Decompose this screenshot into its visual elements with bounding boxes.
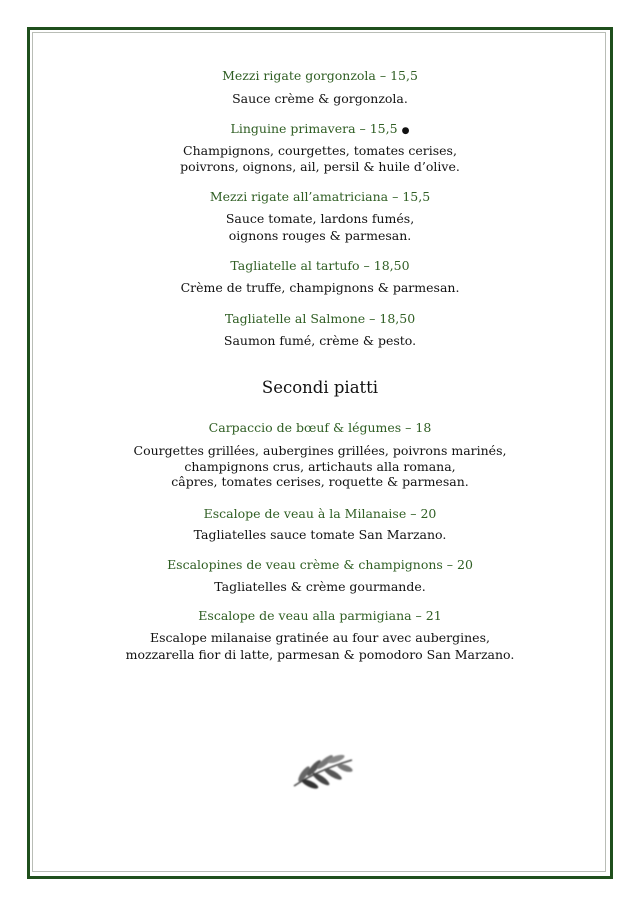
dish-description: champignons crus, artichauts alla romana,: [184, 459, 456, 474]
dish-description: Sauce tomate, lardons fumés,: [225, 211, 415, 226]
section-heading: Secondi piatti: [261, 378, 379, 397]
dish-description: poivrons, oignons, ail, persil & huile d’olive.: [180, 159, 460, 174]
dish-title: Escalope de veau à la Milanaise – 20: [203, 506, 437, 521]
dish-description: oignons rouges & parmesan.: [228, 228, 412, 243]
dish-title: Mezzi rigate all’amatriciana – 15,5: [209, 189, 431, 204]
dish-title: Mezzi rigate gorgonzola – 15,5: [222, 68, 418, 83]
dish-description: Sauce crème & gorgonzola.: [232, 91, 408, 106]
dish-title: Tagliatelle al tartufo – 18,50: [230, 258, 410, 273]
dish-title: Carpaccio de bœuf & légumes – 18: [208, 420, 432, 435]
dish-title: Escalopines de veau crème & champignons – 20: [167, 557, 473, 572]
dish-title: Tagliatelle al Salmone – 18,50: [224, 311, 416, 326]
olive-branch-icon: [288, 748, 358, 792]
dish-description: Crème de truffe, champignons & parmesan.: [180, 280, 460, 295]
dish-title-text: Linguine primavera – 15,5: [230, 121, 398, 136]
dish-description: Tagliatelles sauce tomate San Marzano.: [193, 527, 447, 542]
dish-description: Saumon fumé, crème & pesto.: [223, 333, 417, 348]
dish-description: Champignons, courgettes, tomates cerises,: [183, 143, 457, 158]
dish-description: Tagliatelles & crème gourmande.: [214, 579, 426, 594]
leaf-dot-icon: ●: [401, 126, 410, 136]
dish-title: [0, 121, 640, 139]
dish-description: mozzarella fior di latte, parmesan & pomodoro San Marzano.: [125, 647, 515, 662]
dish-description: câpres, tomates cerises, roquette & parmesan.: [171, 474, 469, 489]
dish-description: Escalope milanaise gratinée au four avec aubergines,: [150, 630, 490, 645]
dish-title: Escalope de veau alla parmigiana – 21: [198, 608, 442, 623]
dish-description: Courgettes grillées, aubergines grillées, poivrons marinés,: [133, 443, 507, 458]
